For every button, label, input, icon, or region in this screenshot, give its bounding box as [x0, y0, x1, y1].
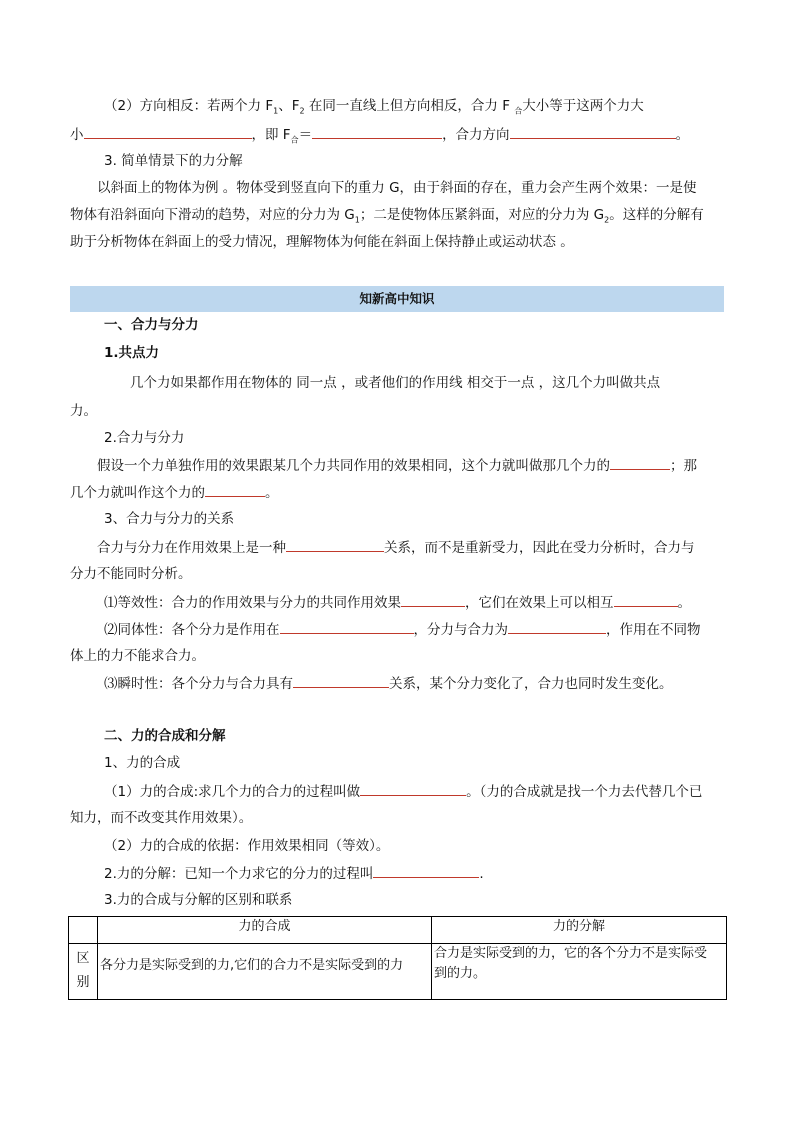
text: 。 — [677, 595, 691, 611]
text: 关系，某个分力变化了，合力也同时发生变化。 — [389, 676, 673, 692]
table-header-row — [69, 917, 727, 944]
para-relationship-line1 — [97, 537, 695, 558]
item-equivalence — [104, 592, 691, 613]
table-header-decomposition: 力的分解 — [432, 917, 727, 944]
text: 关系，而不是重新受力，因此在受力分析时，合力与 — [384, 540, 695, 556]
para-incline-line3: 助于分析物体在斜面上的受力情况，理解物体为何能在斜面上保持静止或运动状态 。 — [70, 234, 574, 250]
blank-component[interactable] — [205, 482, 265, 497]
table-corner-cell — [69, 917, 98, 944]
subscript: 合 — [514, 106, 523, 116]
text: 。 — [265, 485, 279, 501]
subscript: 1 — [273, 106, 279, 116]
text: ⑶瞬时性：各个分力与合力具有 — [104, 676, 293, 692]
table-row — [69, 944, 727, 1000]
para-composition-line2: 知力，而不改变其作用效果）。 — [70, 810, 253, 826]
text: 小 — [70, 127, 84, 143]
blank-equivalence-1[interactable] — [401, 592, 465, 607]
text: 别 — [76, 975, 90, 990]
item-instantaneity — [104, 673, 673, 694]
para-composition-line1 — [104, 781, 702, 802]
text: ，它们在效果上可以相互 — [465, 595, 614, 611]
blank-equivalence-2[interactable] — [614, 592, 678, 607]
para-composition-basis: （2）力的合成的依据：作用效果相同（等效）。 — [104, 838, 390, 854]
text: 假设一个力单独作用的效果跟某几个力共同作用的效果相同，这个力就叫做那几个力的 — [97, 458, 610, 474]
text: 。（力的合成就是找一个力去代替几个已 — [466, 784, 703, 800]
text: 、F — [278, 98, 300, 114]
text: ，作用在不同物 — [606, 622, 701, 638]
heading-difference: 3.力的合成与分解的区别和联系 — [104, 892, 293, 908]
text: ⑴等效性：合力的作用效果与分力的共同作用效果 — [104, 595, 401, 611]
text: ，分力与合力为 — [413, 622, 508, 638]
para-opposite-direction-line2 — [70, 124, 689, 151]
text: ；那 — [670, 458, 697, 474]
text: 。这样的分解有 — [609, 207, 704, 223]
para-opposite-direction-line1 — [104, 96, 644, 122]
section2-title: 二、力的合成和分解 — [104, 728, 226, 744]
text: 在同一直线上但方向相反，合力 F — [304, 98, 515, 114]
blank-decomposition[interactable] — [373, 863, 479, 878]
heading-composition: 1、力的合成 — [104, 755, 181, 771]
item-same-body-line1 — [104, 619, 701, 640]
subscript: 合 — [290, 135, 299, 145]
text: 。 — [675, 127, 690, 143]
para-concurrent-line2: 力。 — [70, 403, 97, 419]
para-resultant-line1 — [97, 455, 697, 476]
para-incline-line2 — [70, 205, 704, 231]
subscript: 2 — [604, 215, 610, 225]
heading-concurrent-forces: 1.共点力 — [104, 345, 160, 361]
heading-force-decomposition: 3. 简单情景下的力分解 — [104, 153, 243, 169]
blank-magnitude[interactable] — [84, 124, 252, 139]
table-header-composition: 力的合成 — [98, 917, 432, 944]
text: 合力是实际受到的力，它的各个分力不是实际受 — [434, 946, 708, 961]
blank-same-body-2[interactable] — [508, 619, 606, 634]
text: ＝ — [298, 127, 313, 143]
para-incline-line1: 以斜面上的物体为例 。物体受到竖直向下的重力 G，由于斜面的存在，重力会产生两个效果：一是使 — [97, 180, 697, 196]
heading-resultant-component: 2.合力与分力 — [104, 430, 185, 446]
table-row-label — [69, 944, 98, 1000]
text: 合力与分力在作用效果上是一种 — [97, 540, 286, 556]
heading-relationship: 3、合力与分力的关系 — [104, 511, 235, 527]
blank-resultant[interactable] — [610, 455, 670, 470]
text: 区 — [76, 951, 90, 966]
subscript: 1 — [354, 215, 360, 225]
blank-same-body-1[interactable] — [280, 619, 414, 634]
blank-instantaneity[interactable] — [293, 673, 389, 688]
text: ，即 F — [251, 127, 291, 143]
text: （1）力的合成:求几个力的合力的过程叫做 — [104, 784, 361, 800]
section-band-title: 知新高中知识 — [70, 286, 724, 312]
text: 大小等于这两个力大 — [522, 98, 644, 114]
item-same-body-line2: 体上的力不能求合力。 — [70, 648, 205, 664]
comparison-table — [68, 916, 727, 1000]
blank-relation-type[interactable] — [286, 537, 384, 552]
table-cell-decomposition — [432, 944, 727, 1000]
text: ⑵同体性：各个分力是作用在 — [104, 622, 280, 638]
para-relationship-line2: 分力不能同时分析。 — [70, 566, 192, 582]
section1-title: 一、合力与分力 — [104, 317, 199, 333]
text: 物体有沿斜面向下滑动的趋势，对应的分力为 G — [70, 207, 355, 223]
text: ；二是使物体压紧斜面，对应的分力为 G — [359, 207, 605, 223]
para-concurrent-line1: 几个力如果都作用在物体的 同一点 ，或者他们的作用线 相交于一点 ，这几个力叫做共点 — [130, 375, 661, 391]
para-decomposition — [104, 863, 484, 884]
text: 2.力的分解：已知一个力求它的分力的过程叫 — [104, 866, 374, 882]
blank-formula[interactable] — [312, 124, 442, 139]
text: 到的力。 — [434, 966, 487, 981]
text: ，合力方向 — [442, 127, 510, 143]
subscript: 2 — [299, 106, 305, 116]
text: 几个力就叫作这个力的 — [70, 485, 205, 501]
blank-composition[interactable] — [360, 781, 466, 796]
text: . — [479, 866, 484, 882]
text: （2）方向相反：若两个力 F — [104, 98, 274, 114]
para-resultant-line2 — [70, 482, 279, 503]
blank-direction[interactable] — [510, 124, 676, 139]
table-cell-composition: 各分力是实际受到的力,它们的合力不是实际受到的力 — [98, 944, 432, 1000]
